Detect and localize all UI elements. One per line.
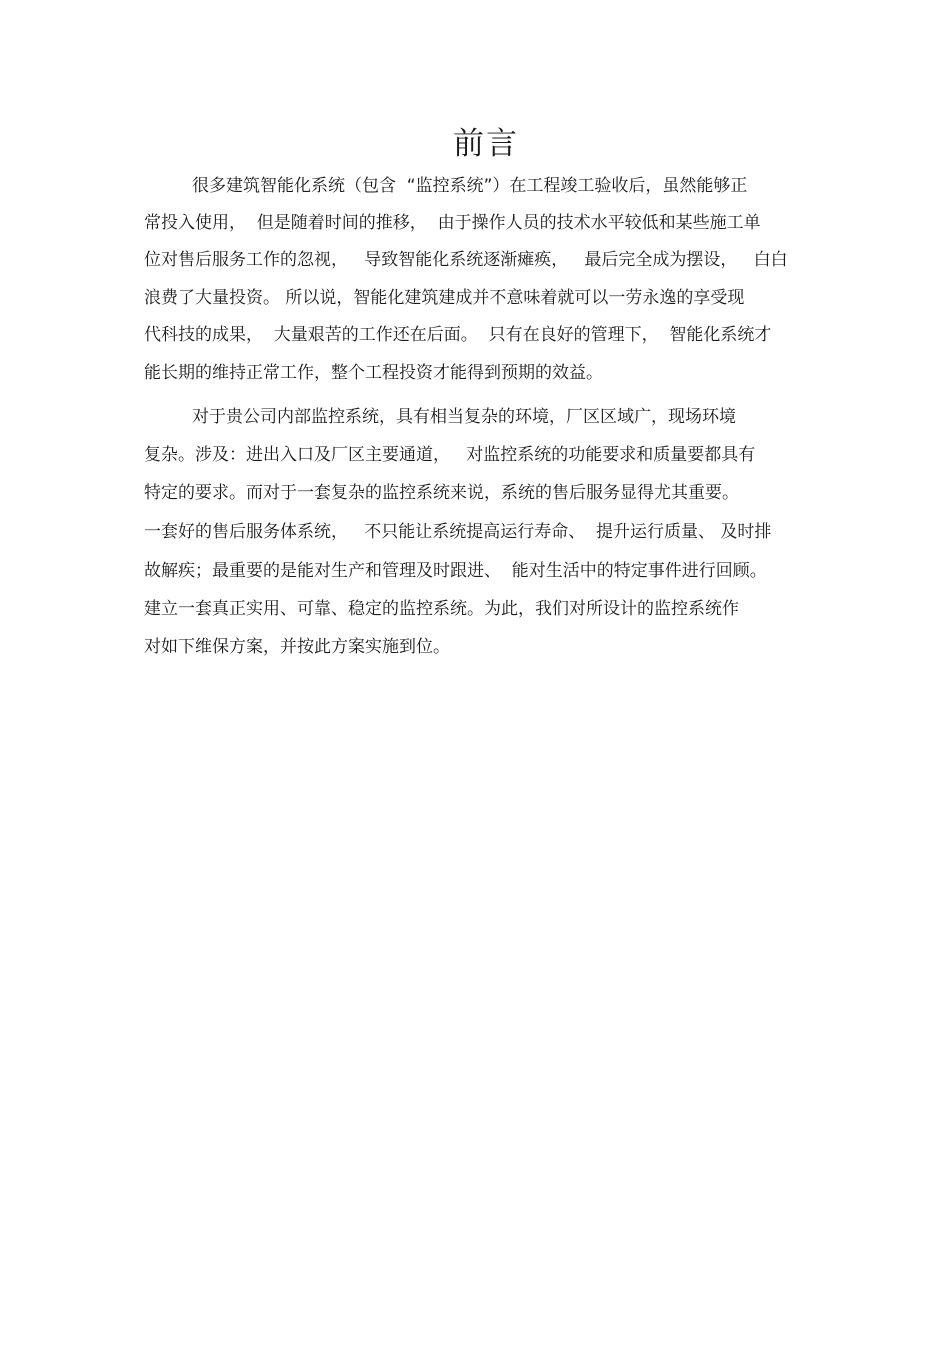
text-line: 能长期的维持正常工作，整个工程投资才能得到预期的效益。	[144, 363, 603, 383]
text-line: 特定的要求。而对于一套复杂的监控系统来说，系统的售后服务显得尤其重要。	[144, 483, 739, 503]
text-line: 对于贵公司内部监控系统，具有相当复杂的环境，厂区区域广，现场环境	[192, 407, 736, 427]
text-line: 浪费了大量投资。 所以说，智能化建筑建成并不意味着就可以一劳永逸的享受现	[144, 288, 745, 308]
text-line: 复杂。涉及：进出入口及厂区主要通道， 对监控系统的功能要求和质量要都具有	[144, 445, 756, 465]
text-line: 建立一套真正实用、可靠、稳定的监控系统。为此，我们对所设计的监控系统作	[144, 599, 739, 619]
text-line: 很多建筑智能化系统（包含 “监控系统”）在工程竣工验收后，虽然能够正	[192, 176, 748, 196]
document-title: 前言	[453, 126, 519, 162]
text-line: 故解疾；最重要的是能对生产和管理及时跟进、 能对生活中的特定事件进行回顾。	[144, 561, 767, 581]
text-line: 一套好的售后服务体系统， 不只能让系统提高运行寿命、 提升运行质量、 及时排	[144, 522, 772, 542]
text-line: 常投入使用， 但是随着时间的推移， 由于操作人员的技术水平较低和某些施工单	[144, 213, 761, 233]
text-line: 对如下维保方案，并按此方案实施到位。	[144, 637, 450, 657]
text-line: 位对售后服务工作的忽视， 导致智能化系统逐渐瘫痪， 最后完全成为摆设， 白白	[144, 250, 788, 270]
text-line: 代科技的成果， 大量艰苦的工作还在后面。 只有在良好的管理下， 智能化系统才	[144, 325, 772, 345]
